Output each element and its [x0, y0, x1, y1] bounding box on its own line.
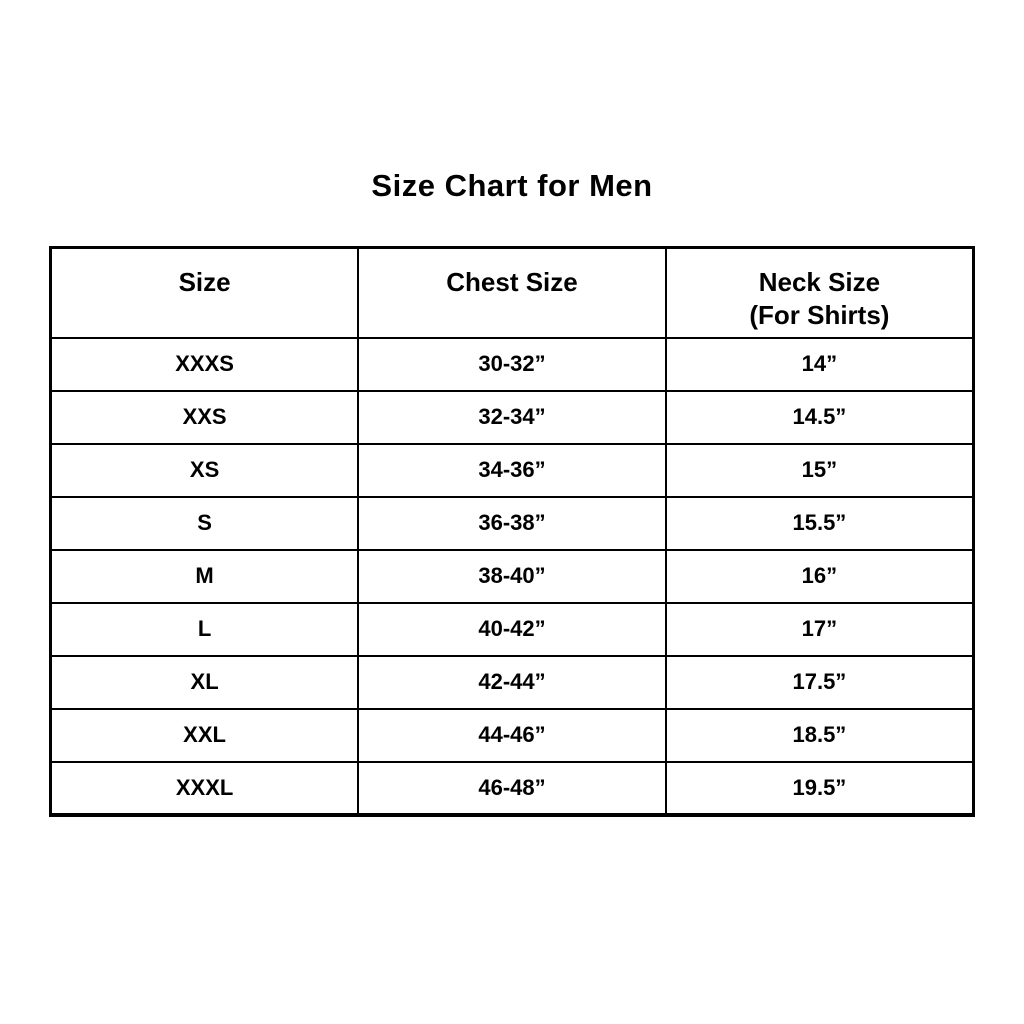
- column-header-neck-size: [666, 248, 974, 338]
- table-header: [51, 248, 974, 338]
- table-cell: 42-44”: [358, 656, 666, 709]
- table-cell: XXXS: [51, 338, 359, 391]
- column-header-label: Size: [178, 267, 231, 297]
- table-cell: 17.5”: [666, 656, 974, 709]
- table-cell: 15.5”: [666, 497, 974, 550]
- table-cell: 44-46”: [358, 709, 666, 762]
- table-body: [51, 338, 974, 815]
- column-header-size: [51, 248, 359, 338]
- table-row: [51, 656, 974, 709]
- table-cell: 30-32”: [358, 338, 666, 391]
- table-row: [51, 391, 974, 444]
- page-title: Size Chart for Men: [371, 168, 653, 203]
- table-cell: XL: [51, 656, 359, 709]
- table-cell: 14”: [666, 338, 974, 391]
- table-cell: XXXL: [51, 762, 359, 815]
- table-row: [51, 762, 974, 815]
- table-header-row: [51, 248, 974, 338]
- column-header-label: Chest Size: [446, 267, 578, 297]
- table-cell: 40-42”: [358, 603, 666, 656]
- table-cell: 17”: [666, 603, 974, 656]
- table-cell: 14.5”: [666, 391, 974, 444]
- table-cell: XXS: [51, 391, 359, 444]
- table-cell: 18.5”: [666, 709, 974, 762]
- table-cell: M: [51, 550, 359, 603]
- table-row: [51, 709, 974, 762]
- table-row: [51, 444, 974, 497]
- table-cell: XS: [51, 444, 359, 497]
- table-cell: 15”: [666, 444, 974, 497]
- size-chart-table: [49, 246, 975, 817]
- column-header-sublabel: (For Shirts): [749, 299, 890, 330]
- table-cell: 36-38”: [358, 497, 666, 550]
- table-row: [51, 550, 974, 603]
- table-cell: S: [51, 497, 359, 550]
- table-cell: 16”: [666, 550, 974, 603]
- table-cell: 19.5”: [666, 762, 974, 815]
- table-cell: L: [51, 603, 359, 656]
- table-row: [51, 338, 974, 391]
- column-header-chest-size: [358, 248, 666, 338]
- table-row: [51, 497, 974, 550]
- column-header-label: Neck Size: [758, 267, 881, 297]
- table-cell: 34-36”: [358, 444, 666, 497]
- table-row: [51, 603, 974, 656]
- table-cell: 38-40”: [358, 550, 666, 603]
- table-cell: XXL: [51, 709, 359, 762]
- table-cell: 46-48”: [358, 762, 666, 815]
- table-cell: 32-34”: [358, 391, 666, 444]
